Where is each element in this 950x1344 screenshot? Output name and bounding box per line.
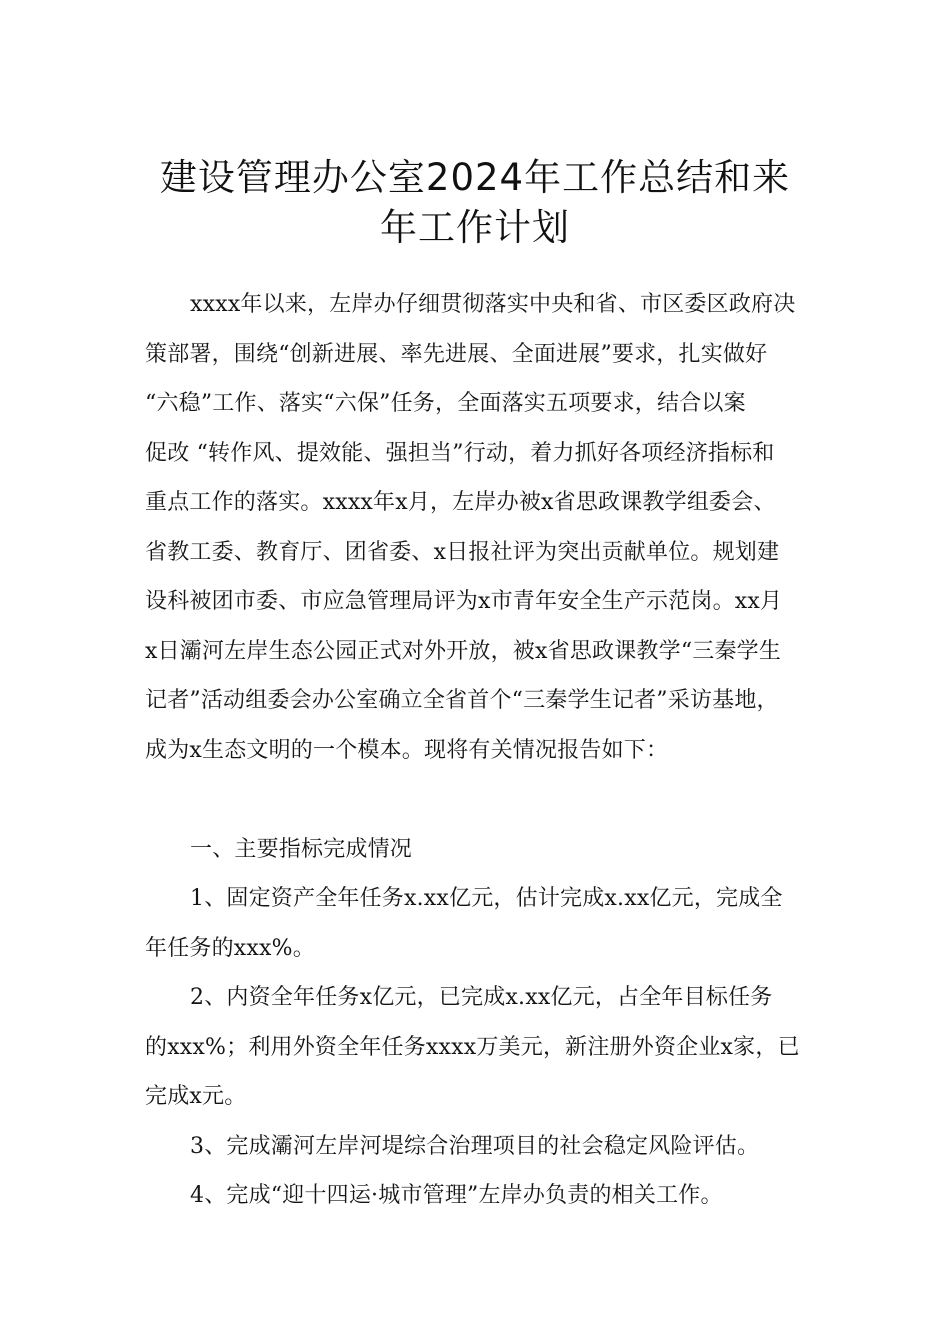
intro-line-9: 记者”活动组委会办公室确立全省首个“三秦学生记者”采访基地， — [145, 688, 779, 713]
title-line-2: 年工作计划 — [380, 205, 570, 249]
item-2-line-3: 完成x元。 — [145, 1084, 247, 1109]
document-title — [120, 153, 830, 253]
item-4-line-1: 4、完成“迎十四运·城市管理”左岸办负责的相关工作。 — [190, 1183, 723, 1208]
title-line-1: 建设管理办公室2024年工作总结和来 — [159, 155, 791, 199]
intro-line-3: “六稳”工作、落实“六保”任务，全面落实五项要求，结合以案 — [145, 391, 746, 416]
intro-line-10: 成为x生态文明的一个模本。现将有关情况报告如下： — [145, 738, 669, 763]
item-2-line-1: 2、内资全年任务x亿元，已完成x.xx亿元，占全年目标任务 — [190, 985, 773, 1010]
section-heading: 一、主要指标完成情况 — [190, 837, 413, 862]
item-1-line-2: 年任务的xxx%。 — [145, 936, 315, 961]
item-1-line-1: 1、固定资产全年任务x.xx亿元，估计完成x.xx亿元，完成全 — [190, 886, 783, 911]
intro-line-2: 策部署，围绕“创新进展、率先进展、全面进展”要求，扎实做好 — [145, 342, 768, 367]
intro-line-5: 重点工作的落实。xxxx年x月，左岸办被x省思政课教学组委会、 — [145, 490, 776, 515]
intro-line-1: xxxx年以来，左岸办仔细贯彻落实中央和省、市区委区政府决 — [190, 292, 796, 317]
item-3-line-1: 3、完成灞河左岸河堤综合治理项目的社会稳定风险评估。 — [190, 1134, 760, 1159]
intro-line-7: 设科被团市委、市应急管理局评为x市青年安全生产示范岗。xx月 — [145, 589, 783, 614]
intro-line-4: 促改 “转作风、提效能、强担当”行动，着力抓好各项经济指标和 — [145, 441, 775, 466]
item-2-line-2: 的xxx%；利用外资全年任务xxxx万美元，新注册外资企业x家，已 — [145, 1035, 800, 1060]
intro-line-6: 省教工委、教育厅、团省委、x日报社评为突出贡献单位。规划建 — [145, 540, 780, 565]
intro-line-8: x日灞河左岸生态公园正式对外开放，被x省思政课教学“三秦学生 — [145, 639, 782, 664]
